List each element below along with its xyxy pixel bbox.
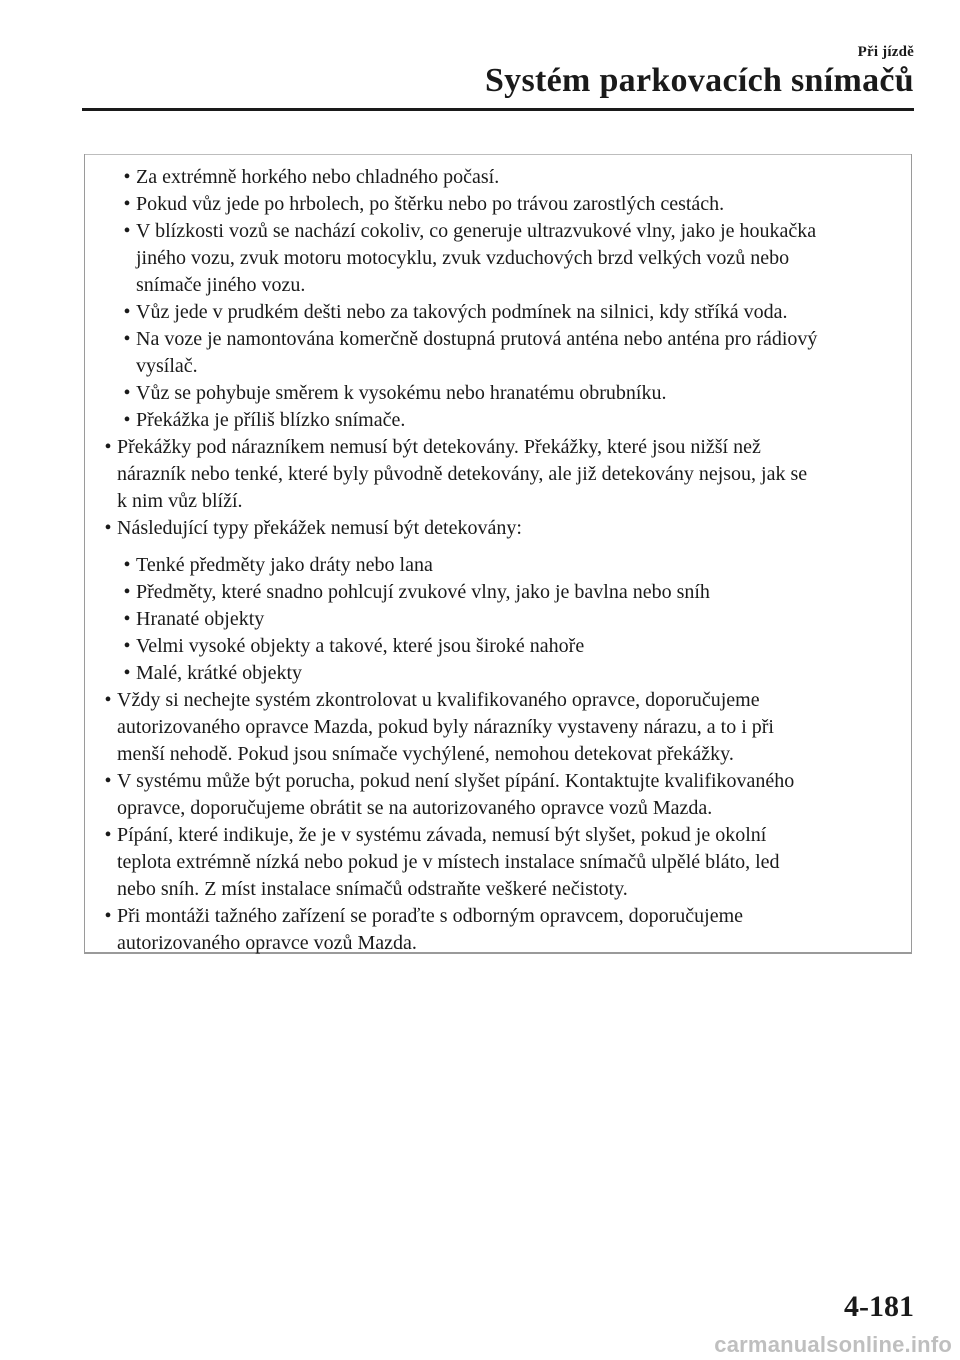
bullet-icon: • [123,608,131,630]
bullet-icon: • [123,662,131,684]
bullet-icon: • [104,824,112,846]
item-text-line: Následující typy překážek nemusí být detekovány: [117,517,522,539]
list-item [85,191,911,218]
page-number: 4-181 [844,1290,914,1323]
item-text-line: Pokud vůz jede po hrbolech, po štěrku nebo po trávou zarostlých cestách. [136,193,725,215]
item-text-line: vysílač. [136,355,198,377]
item-text-line: Vždy si nechejte systém zkontrolovat u kvalifikovaného opravce, doporučujeme [117,689,760,711]
bullet-icon: • [104,436,112,458]
bullet-icon: • [123,301,131,323]
note-content [85,164,911,957]
bullet-icon: • [123,554,131,576]
list-item [85,606,911,633]
list-item [85,903,911,957]
item-text-line: Překážka je příliš blízko snímače. [136,409,406,431]
bullet-icon: • [123,166,131,188]
item-text-line: Velmi vysoké objekty a takové, které jsou široké nahoře [136,635,585,657]
item-text-line: teplota extrémně nízká nebo pokud je v místech instalace snímačů ulpělé bláto, led [117,851,780,873]
bullet-icon: • [123,193,131,215]
item-text-line: autorizovaného opravce Mazda, pokud byly nárazníky vystaveny nárazu, a to i při [117,716,774,738]
list-item [85,326,911,380]
item-text-line: menší nehodě. Pokud jsou snímače vychýlené, nemohou detekovat překážky. [117,743,734,765]
watermark: carmanualsonline.info [714,1332,952,1357]
section-label: Při jízdě [857,44,914,60]
list-item [85,687,911,768]
note-top-rule [85,154,911,155]
item-text-line: Tenké předměty jako dráty nebo lana [136,554,433,576]
list-item [85,380,911,407]
item-text-line: Vůz jede v prudkém dešti nebo za takových podmínek na silnici, kdy stříká voda. [136,301,788,323]
item-text-line: V blízkosti vozů se nachází cokoliv, co generuje ultrazvukové vlny, jako je houkačka [136,220,817,242]
bullet-icon: • [104,905,112,927]
item-text-line: opravce, doporučujeme obrátit se na autorizovaného opravce vozů Mazda. [117,797,713,819]
item-text-line: nebo sníh. Z míst instalace snímačů odstraňte veškeré nečistoty. [117,878,628,900]
item-text-line: snímače jiného vozu. [136,274,306,296]
item-text-line: nárazník nebo tenké, které byly původně detekovány, ale již detekovány nejsou, jak se [117,463,808,485]
item-text-line: jiného vozu, zvuk motoru motocyklu, zvuk vzduchových brzd velkých vozů nebo [136,247,790,269]
list-item [85,579,911,606]
bullet-icon: • [123,409,131,431]
list-item [85,218,911,299]
item-text-line: Vůz se pohybuje směrem k vysokému nebo hranatému obrubníku. [136,382,667,404]
list-item [85,552,911,579]
bullet-icon: • [104,689,112,711]
bullet-icon: • [104,517,112,539]
bullet-icon: • [123,220,131,242]
bullet-icon: • [123,581,131,603]
note-box [84,154,912,954]
bullet-icon: • [104,770,112,792]
header-rule [82,108,914,111]
item-text-line: autorizovaného opravce vozů Mazda. [117,932,417,954]
item-text-line: Hranaté objekty [136,608,265,630]
item-text-line: k nim vůz blíží. [117,490,243,512]
list-item [85,768,911,822]
item-text-line: Překážky pod nárazníkem nemusí být detekovány. Překážky, které jsou nižší než [117,436,761,458]
item-text-line: Malé, krátké objekty [136,662,303,684]
list-item [85,515,911,542]
bullet-icon: • [123,382,131,404]
list-item [85,407,911,434]
item-text-line: Předměty, které snadno pohlcují zvukové vlny, jako je bavlna nebo sníh [136,581,710,603]
bullet-icon: • [123,635,131,657]
chapter-title: Systém parkovacích snímačů [484,62,914,99]
list-item [85,299,911,326]
bullet-icon: • [123,328,131,350]
list-item [85,822,911,903]
list-item [85,434,911,515]
list-item [85,660,911,687]
item-text-line: Pípání, které indikuje, že je v systému závada, nemusí být slyšet, pokud je okolní [117,824,767,846]
item-text-line: Za extrémně horkého nebo chladného počasí. [136,166,500,188]
item-text-line: V systému může být porucha, pokud není slyšet pípání. Kontaktujte kvalifikovaného [117,770,795,792]
item-text-line: Na voze je namontována komerčně dostupná prutová anténa nebo anténa pro rádiový [136,328,818,350]
list-item [85,633,911,660]
item-text-line: Při montáži tažného zařízení se poraďte s odborným opravcem, doporučujeme [117,905,744,927]
list-item [85,164,911,191]
